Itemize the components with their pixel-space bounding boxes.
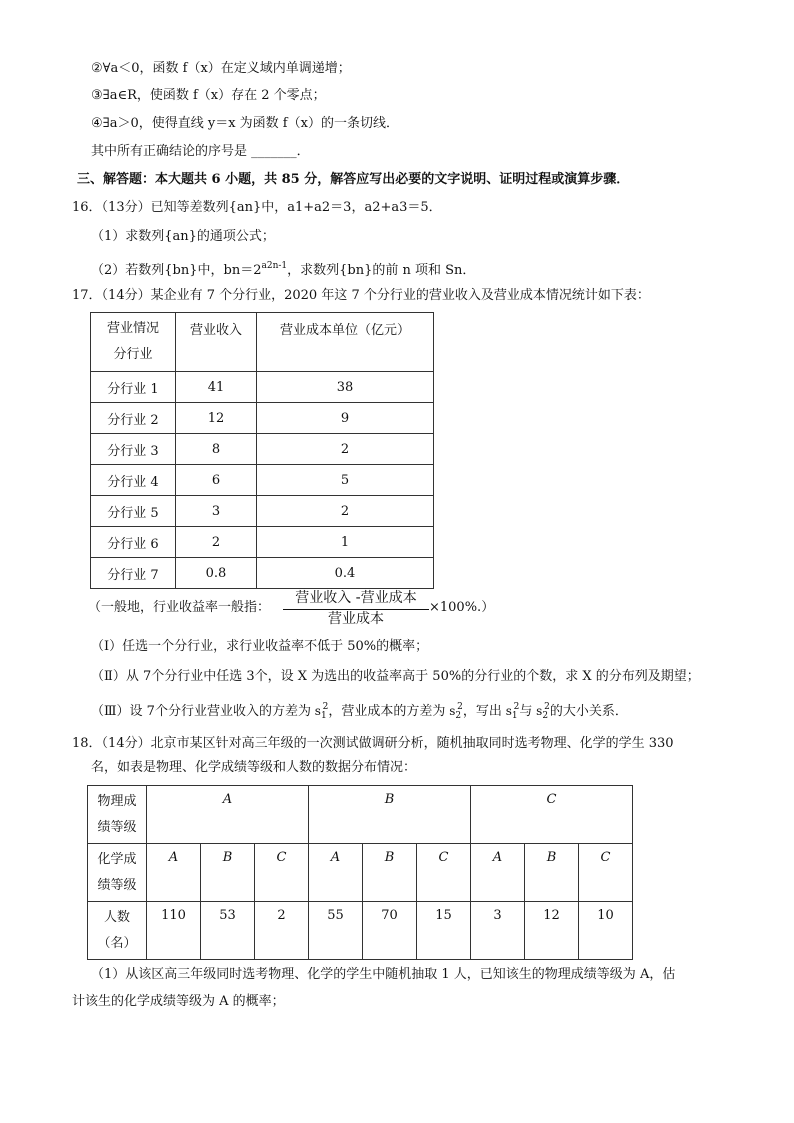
physics-grade: B	[309, 786, 471, 844]
income-cell: 0.8	[176, 558, 257, 589]
label-line: 物理成	[97, 793, 137, 809]
fill-question: 其中所有正确结论的序号是 _______．	[91, 144, 310, 159]
corner-top: 营业情况	[106, 321, 159, 336]
q17-note-suffix: ×100%.）	[429, 600, 495, 615]
table-row	[91, 558, 434, 589]
cost-cell: 1	[257, 527, 434, 558]
section-heading: 三、解答题：本大题共 6 小题，共 85 分，解答应写出必要的文字说明、证明过程或演算步骤．	[77, 172, 630, 187]
q17-part3-e: 的大小关系．	[549, 704, 628, 719]
income-cell: 12	[176, 403, 257, 434]
variance-s2-b: $s_2^2$	[532, 702, 550, 721]
chem-grade: B	[363, 844, 417, 902]
cost-cell: 2	[257, 434, 434, 465]
table-row	[91, 527, 434, 558]
income-cell: 6	[176, 465, 257, 496]
cost-cell: 38	[257, 372, 434, 403]
cost-cell: 2	[257, 496, 434, 527]
chem-grade: C	[417, 844, 471, 902]
label-line: 人数	[103, 909, 130, 925]
q18-stem-2: 名，如表是物理、化学成绩等级和人数的数据分布情况：	[91, 760, 417, 775]
q16-part2-lead: （2）若数列{bn}中，bn＝2	[91, 263, 262, 278]
corner-bottom: 分行业	[113, 347, 153, 362]
q18-part1-b: 计该生的化学成绩等级为 A 的概率；	[72, 994, 285, 1009]
cost-cell: 9	[257, 403, 434, 434]
physics-label	[88, 786, 147, 844]
item-3: ③∃a∈R，使函数 f（x）存在 2 个零点；	[91, 88, 326, 103]
count-cell: 12	[525, 902, 579, 960]
label-line: 化学成	[97, 851, 137, 867]
physics-grade: C	[471, 786, 633, 844]
variance-s1: $s_1^2$	[310, 702, 329, 721]
item-2: ②∀a＜0，函数 f（x）在定义域内单调递增；	[91, 61, 351, 76]
chem-grade: B	[525, 844, 579, 902]
label-line: 绩等级	[97, 819, 137, 835]
chem-grade: C	[579, 844, 633, 902]
chem-label	[88, 844, 147, 902]
table-row	[91, 403, 434, 434]
physics-grade: A	[147, 786, 309, 844]
q17-part3	[91, 698, 628, 725]
row-name: 分行业 1	[91, 372, 176, 403]
chem-grade: A	[471, 844, 525, 902]
fraction-denominator: 营业成本	[328, 611, 384, 627]
count-cell: 2	[255, 902, 309, 960]
chem-grade: C	[255, 844, 309, 902]
corner-header	[91, 313, 176, 372]
count-cell: 70	[363, 902, 417, 960]
q17-table	[90, 312, 434, 589]
q17-stem: 17．（14分）某企业有 7 个分行业，2020 年这 7 个分行业的营业收入及营业成本情况统计如下表：	[72, 288, 650, 303]
count-cell: 10	[579, 902, 633, 960]
count-cell: 3	[471, 902, 525, 960]
q18-table	[87, 785, 633, 960]
q17-part3-a: （Ⅲ）设 7个分行业营业收入的方差为	[91, 704, 311, 719]
col-cost-header: 营业成本单位（亿元）	[257, 313, 434, 372]
count-cell: 53	[201, 902, 255, 960]
q16-part1: （1）求数列{an}的通项公式；	[91, 229, 275, 244]
variance-s2: $s_2^2$	[445, 702, 463, 721]
q17-part2: （Ⅱ）从 7个分行业中任选 3个，设 X 为选出的收益率高于 50%的分行业的个数，求 X 的分布列及期望；	[91, 669, 700, 684]
q17-part3-d: 与	[519, 704, 533, 719]
row-name: 分行业 6	[91, 527, 176, 558]
income-cell: 2	[176, 527, 257, 558]
q16-part2-tail: ，求数列{bn}的前 n 项和 Sn．	[287, 263, 476, 278]
q16-stem: 16．（13分）已知等差数列{an}中，a1+a2＝3，a2+a3＝5．	[72, 200, 442, 215]
q17-part3-c: ，写出	[462, 704, 502, 719]
table-row	[91, 372, 434, 403]
income-cell: 3	[176, 496, 257, 527]
row-name: 分行业 4	[91, 465, 176, 496]
row-name: 分行业 5	[91, 496, 176, 527]
q18-stem-1: 18．（14分）北京市某区针对高三年级的一次测试做调研分析，随机抽取同时选考物理、化学的学生 330	[72, 736, 674, 751]
count-cell: 110	[147, 902, 201, 960]
chem-grade: B	[201, 844, 255, 902]
q17-part1: （Ⅰ）任选一个分行业，求行业收益率不低于 50%的概率；	[91, 639, 429, 654]
count-cell: 55	[309, 902, 363, 960]
cost-cell: 0.4	[257, 558, 434, 589]
income-cell: 8	[176, 434, 257, 465]
col-income-header: 营业收入	[176, 313, 257, 372]
count-cell: 15	[417, 902, 471, 960]
row-name: 分行业 7	[91, 558, 176, 589]
item-4: ④∃a＞0，使得直线 y＝x 为函数 f（x）的一条切线．	[91, 116, 399, 131]
q18-part1-a: （1）从该区高三年级同时选考物理、化学的学生中随机抽取 1 人，已知该生的物理成绩等级为 A，估	[91, 967, 676, 982]
table-row	[91, 465, 434, 496]
row-name: 分行业 2	[91, 403, 176, 434]
label-line: （名）	[97, 935, 137, 951]
label-line: 绩等级	[97, 877, 137, 893]
table-row	[91, 434, 434, 465]
table-row	[91, 496, 434, 527]
chem-grade: A	[147, 844, 201, 902]
cost-cell: 5	[257, 465, 434, 496]
q17-note-prefix: （一般地，行业收益率一般指：	[88, 600, 271, 615]
q17-part3-b: ，营业成本的方差为	[328, 704, 446, 719]
row-name: 分行业 3	[91, 434, 176, 465]
fraction-numerator: 营业收入 -营业成本	[295, 590, 417, 606]
income-cell: 41	[176, 372, 257, 403]
q16-exponent: a2n-1	[261, 261, 288, 271]
variance-s1-b: $s_1^2$	[501, 702, 520, 721]
chem-grade: A	[309, 844, 363, 902]
q16-part2	[91, 257, 475, 280]
count-label	[88, 902, 147, 960]
